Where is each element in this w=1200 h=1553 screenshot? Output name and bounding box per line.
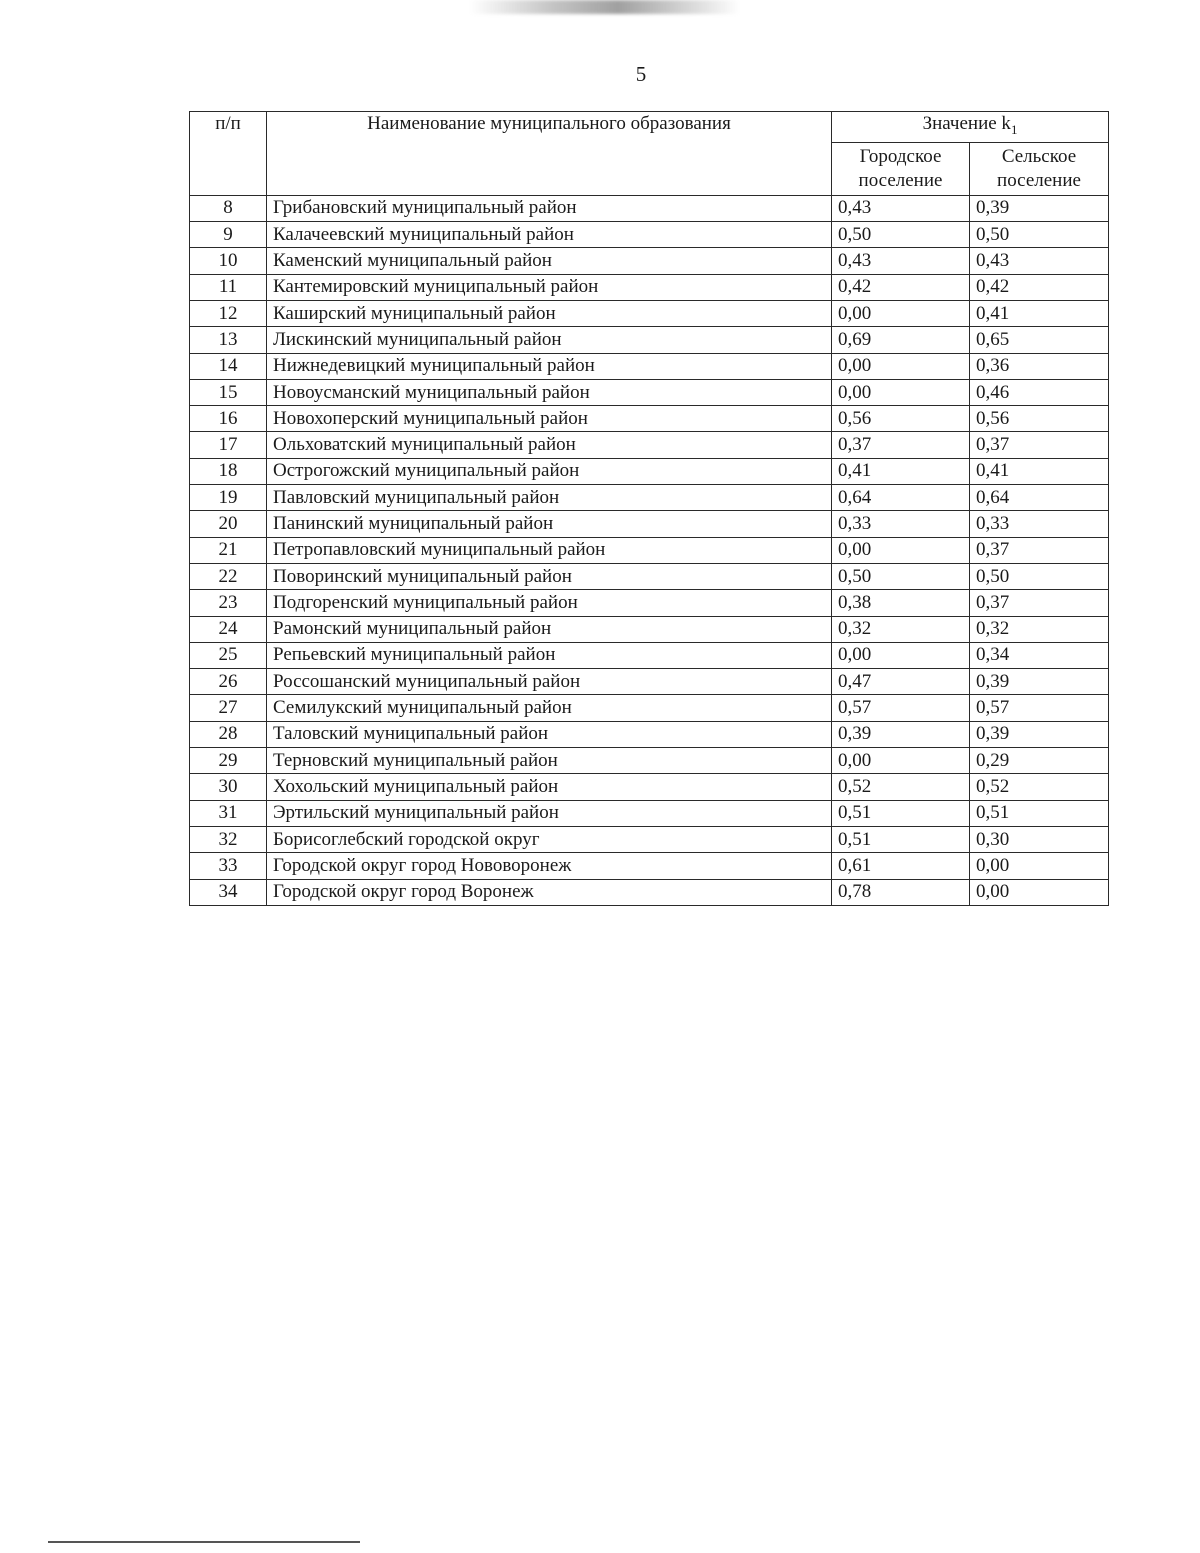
cell-name: Новоусманский муниципальный район bbox=[267, 379, 832, 405]
cell-name: Павловский муниципальный район bbox=[267, 485, 832, 511]
header-name: Наименование муниципального образования bbox=[267, 112, 832, 196]
cell-name: Поворинский муниципальный район bbox=[267, 563, 832, 589]
cell-urban: 0,00 bbox=[832, 353, 970, 379]
cell-rural: 0,34 bbox=[970, 642, 1109, 668]
cell-name: Хохольский муниципальный район bbox=[267, 774, 832, 800]
cell-number: 26 bbox=[190, 669, 267, 695]
cell-rural: 0,56 bbox=[970, 406, 1109, 432]
cell-number: 16 bbox=[190, 406, 267, 432]
table-row bbox=[190, 274, 1109, 300]
cell-name: Нижнедевицкий муниципальный район bbox=[267, 353, 832, 379]
cell-urban: 0,51 bbox=[832, 800, 970, 826]
cell-rural: 0,64 bbox=[970, 485, 1109, 511]
cell-rural: 0,30 bbox=[970, 826, 1109, 852]
table-row bbox=[190, 721, 1109, 747]
cell-number: 32 bbox=[190, 826, 267, 852]
cell-rural: 0,32 bbox=[970, 616, 1109, 642]
cell-number: 17 bbox=[190, 432, 267, 458]
cell-rural: 0,00 bbox=[970, 853, 1109, 879]
table-row bbox=[190, 195, 1109, 221]
cell-urban: 0,37 bbox=[832, 432, 970, 458]
cell-number: 12 bbox=[190, 300, 267, 326]
table-row bbox=[190, 616, 1109, 642]
cell-name: Новохоперский муниципальный район bbox=[267, 406, 832, 432]
cell-number: 33 bbox=[190, 853, 267, 879]
cell-rural: 0,46 bbox=[970, 379, 1109, 405]
cell-rural: 0,37 bbox=[970, 432, 1109, 458]
table-header bbox=[190, 112, 1109, 196]
cell-rural: 0,39 bbox=[970, 195, 1109, 221]
cell-rural: 0,00 bbox=[970, 879, 1109, 905]
table-row bbox=[190, 669, 1109, 695]
cell-name: Лискинский муниципальный район bbox=[267, 327, 832, 353]
cell-number: 30 bbox=[190, 774, 267, 800]
cell-number: 14 bbox=[190, 353, 267, 379]
cell-rural: 0,42 bbox=[970, 274, 1109, 300]
page-number: 5 bbox=[635, 62, 647, 86]
cell-name: Таловский муниципальный район bbox=[267, 721, 832, 747]
scan-artifact-bottom bbox=[48, 1541, 360, 1543]
cell-number: 20 bbox=[190, 511, 267, 537]
cell-rural: 0,29 bbox=[970, 748, 1109, 774]
cell-name: Городской округ город Нововоронеж bbox=[267, 853, 832, 879]
table-row bbox=[190, 826, 1109, 852]
cell-rural: 0,37 bbox=[970, 590, 1109, 616]
cell-name: Ольховатский муниципальный район bbox=[267, 432, 832, 458]
cell-number: 25 bbox=[190, 642, 267, 668]
cell-name: Панинский муниципальный район bbox=[267, 511, 832, 537]
table-row bbox=[190, 748, 1109, 774]
cell-urban: 0,00 bbox=[832, 537, 970, 563]
cell-number: 15 bbox=[190, 379, 267, 405]
table-row bbox=[190, 353, 1109, 379]
cell-number: 31 bbox=[190, 800, 267, 826]
cell-urban: 0,51 bbox=[832, 826, 970, 852]
cell-number: 11 bbox=[190, 274, 267, 300]
cell-urban: 0,32 bbox=[832, 616, 970, 642]
cell-number: 24 bbox=[190, 616, 267, 642]
cell-urban: 0,64 bbox=[832, 485, 970, 511]
table-row bbox=[190, 642, 1109, 668]
header-value-group: Значение $k_1$ bbox=[832, 112, 1109, 143]
cell-urban: 0,41 bbox=[832, 458, 970, 484]
cell-number: 29 bbox=[190, 748, 267, 774]
table-row bbox=[190, 222, 1109, 248]
cell-name: Каменский муниципальный район bbox=[267, 248, 832, 274]
cell-urban: 0,43 bbox=[832, 195, 970, 221]
table-row bbox=[190, 379, 1109, 405]
cell-urban: 0,61 bbox=[832, 853, 970, 879]
cell-number: 23 bbox=[190, 590, 267, 616]
cell-name: Рамонский муниципальный район bbox=[267, 616, 832, 642]
table-row bbox=[190, 590, 1109, 616]
table-row bbox=[190, 511, 1109, 537]
cell-rural: 0,39 bbox=[970, 669, 1109, 695]
cell-urban: 0,42 bbox=[832, 274, 970, 300]
header-rural: Сельское поселение bbox=[970, 142, 1109, 195]
cell-urban: 0,00 bbox=[832, 379, 970, 405]
cell-number: 28 bbox=[190, 721, 267, 747]
cell-name: Борисоглебский городской округ bbox=[267, 826, 832, 852]
cell-number: 22 bbox=[190, 563, 267, 589]
cell-urban: 0,57 bbox=[832, 695, 970, 721]
cell-urban: 0,56 bbox=[832, 406, 970, 432]
scan-artifact-top bbox=[470, 0, 740, 14]
cell-name: Россошанский муниципальный район bbox=[267, 669, 832, 695]
cell-number: 13 bbox=[190, 327, 267, 353]
cell-number: 10 bbox=[190, 248, 267, 274]
table-row bbox=[190, 485, 1109, 511]
cell-urban: 0,52 bbox=[832, 774, 970, 800]
cell-rural: 0,33 bbox=[970, 511, 1109, 537]
cell-urban: 0,47 bbox=[832, 669, 970, 695]
table-body bbox=[190, 195, 1109, 905]
table-row bbox=[190, 563, 1109, 589]
header-number: п/п bbox=[190, 112, 267, 196]
cell-name: Каширский муниципальный район bbox=[267, 300, 832, 326]
cell-rural: 0,37 bbox=[970, 537, 1109, 563]
cell-urban: 0,50 bbox=[832, 222, 970, 248]
cell-rural: 0,50 bbox=[970, 222, 1109, 248]
cell-name: Эртильский муниципальный район bbox=[267, 800, 832, 826]
table-row bbox=[190, 432, 1109, 458]
table-row bbox=[190, 853, 1109, 879]
table-row bbox=[190, 879, 1109, 905]
table-row bbox=[190, 537, 1109, 563]
cell-rural: 0,41 bbox=[970, 458, 1109, 484]
cell-number: 27 bbox=[190, 695, 267, 721]
cell-name: Подгоренский муниципальный район bbox=[267, 590, 832, 616]
table-row bbox=[190, 695, 1109, 721]
cell-urban: 0,50 bbox=[832, 563, 970, 589]
cell-rural: 0,57 bbox=[970, 695, 1109, 721]
cell-urban: 0,39 bbox=[832, 721, 970, 747]
cell-name: Грибановский муниципальный район bbox=[267, 195, 832, 221]
cell-number: 21 bbox=[190, 537, 267, 563]
cell-rural: 0,51 bbox=[970, 800, 1109, 826]
cell-rural: 0,50 bbox=[970, 563, 1109, 589]
cell-urban: 0,38 bbox=[832, 590, 970, 616]
cell-number: 8 bbox=[190, 195, 267, 221]
cell-rural: 0,65 bbox=[970, 327, 1109, 353]
cell-number: 9 bbox=[190, 222, 267, 248]
table-row bbox=[190, 327, 1109, 353]
coefficient-table bbox=[189, 111, 1109, 906]
cell-name: Острогожский муниципальный район bbox=[267, 458, 832, 484]
cell-urban: 0,69 bbox=[832, 327, 970, 353]
cell-number: 18 bbox=[190, 458, 267, 484]
cell-number: 19 bbox=[190, 485, 267, 511]
cell-name: Петропавловский муниципальный район bbox=[267, 537, 832, 563]
cell-name: Калачеевский муниципальный район bbox=[267, 222, 832, 248]
table-row bbox=[190, 248, 1109, 274]
cell-rural: 0,39 bbox=[970, 721, 1109, 747]
table-row bbox=[190, 774, 1109, 800]
table-row bbox=[190, 406, 1109, 432]
cell-rural: 0,41 bbox=[970, 300, 1109, 326]
cell-urban: 0,33 bbox=[832, 511, 970, 537]
cell-name: Терновский муниципальный район bbox=[267, 748, 832, 774]
cell-name: Городской округ город Воронеж bbox=[267, 879, 832, 905]
cell-urban: 0,43 bbox=[832, 248, 970, 274]
cell-name: Семилукский муниципальный район bbox=[267, 695, 832, 721]
cell-urban: 0,78 bbox=[832, 879, 970, 905]
cell-urban: 0,00 bbox=[832, 300, 970, 326]
cell-urban: 0,00 bbox=[832, 642, 970, 668]
table-row bbox=[190, 800, 1109, 826]
cell-rural: 0,43 bbox=[970, 248, 1109, 274]
cell-urban: 0,00 bbox=[832, 748, 970, 774]
header-urban: Городское поселение bbox=[832, 142, 970, 195]
table-row bbox=[190, 458, 1109, 484]
cell-number: 34 bbox=[190, 879, 267, 905]
cell-rural: 0,36 bbox=[970, 353, 1109, 379]
cell-rural: 0,52 bbox=[970, 774, 1109, 800]
cell-name: Кантемировский муниципальный район bbox=[267, 274, 832, 300]
cell-name: Репьевский муниципальный район bbox=[267, 642, 832, 668]
table-row bbox=[190, 300, 1109, 326]
